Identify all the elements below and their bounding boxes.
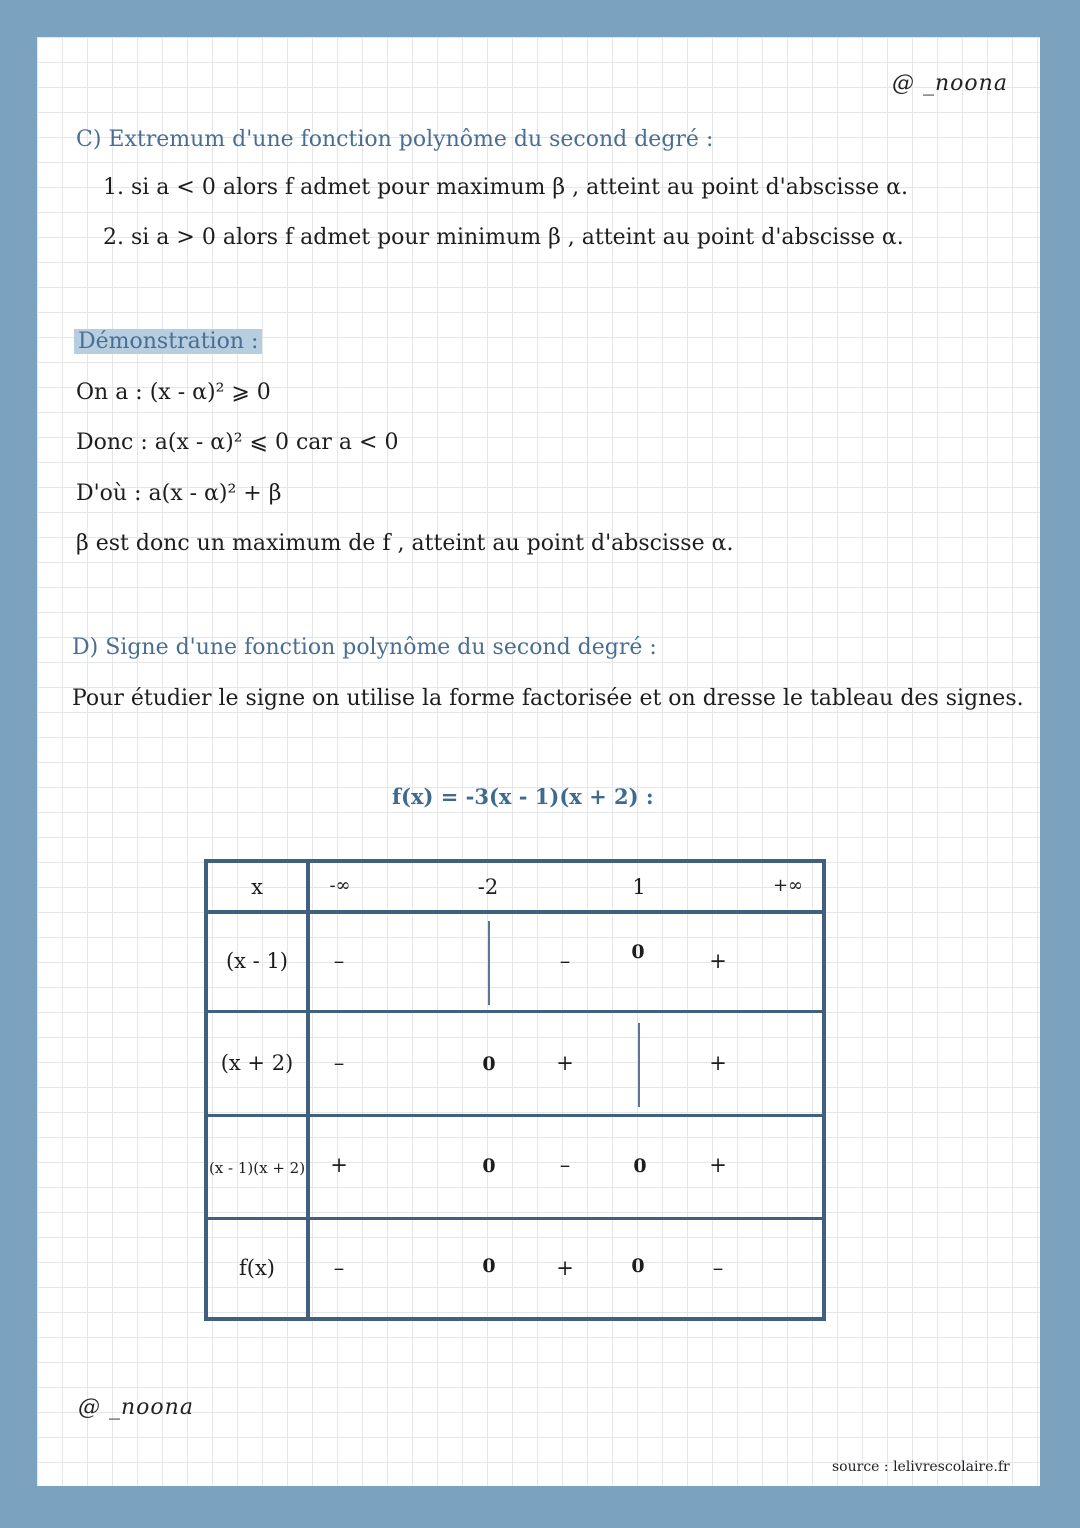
- section-c-item-2: 2. si a > 0 alors f admet pour minimum β , atteint au point d'abscisse α.: [103, 225, 904, 250]
- sign-separator: [638, 1023, 640, 1107]
- sign-cell: –: [333, 1051, 345, 1075]
- header-root-minus-2: -2: [477, 875, 499, 899]
- demonstration-label: Démonstration :: [74, 329, 262, 354]
- header-root-1: 1: [632, 875, 646, 899]
- zero-cell: 0: [482, 1155, 496, 1177]
- demo-line-4: β est donc un maximum de f , atteint au point d'abscisse α.: [76, 531, 734, 556]
- sign-cell: +: [709, 949, 727, 973]
- demo-line-1: On a : (x - α)² ⩾ 0: [76, 380, 271, 405]
- sign-cell: +: [709, 1051, 727, 1075]
- zero-cell: 0: [633, 1155, 647, 1177]
- table-row-divider: [208, 1217, 822, 1220]
- table-row-divider: [208, 1114, 822, 1117]
- source-credit: source : lelivrescolaire.fr: [832, 1459, 1010, 1475]
- notebook-page: [37, 37, 1040, 1486]
- row-label-x-minus-1: (x - 1): [225, 949, 289, 973]
- zero-cell: 0: [631, 941, 645, 963]
- sign-cell: +: [556, 1256, 574, 1280]
- row-label-x-plus-2: (x + 2): [220, 1051, 294, 1075]
- sign-separator: [488, 921, 490, 1005]
- watermark-top: @ _noona: [892, 71, 1008, 96]
- sign-cell: –: [559, 949, 571, 973]
- table-row-divider: [208, 1010, 822, 1013]
- sign-cell: +: [556, 1051, 574, 1075]
- row-label-product: (x - 1)(x + 2): [208, 1159, 306, 1177]
- demo-line-2: Donc : a(x - α)² ⩽ 0 car a < 0: [76, 430, 399, 455]
- header-plus-infinity: +∞: [772, 875, 804, 896]
- row-label-f-of-x: f(x): [238, 1256, 275, 1280]
- table-row-divider: [208, 910, 822, 914]
- sign-table: [204, 859, 826, 1321]
- header-x: x: [251, 875, 263, 899]
- sign-cell: +: [709, 1153, 727, 1177]
- section-c-title: C) Extremum d'une fonction polynôme du second degré :: [76, 127, 714, 152]
- zero-cell: 0: [482, 1255, 496, 1277]
- header-minus-infinity: -∞: [329, 875, 351, 896]
- zero-cell: 0: [482, 1053, 496, 1075]
- section-c-item-1: 1. si a < 0 alors f admet pour maximum β , atteint au point d'abscisse α.: [103, 175, 909, 200]
- sign-cell: –: [559, 1153, 571, 1177]
- sign-cell: –: [333, 1256, 345, 1280]
- watermark-bottom: @ _noona: [78, 1395, 194, 1420]
- table-col-divider: [306, 863, 310, 1317]
- sign-cell: +: [330, 1153, 348, 1177]
- demo-line-3: D'où : a(x - α)² + β: [76, 481, 282, 506]
- sign-cell: –: [712, 1256, 724, 1280]
- formula: f(x) = -3(x - 1)(x + 2) :: [392, 784, 654, 809]
- section-d-title: D) Signe d'une fonction polynôme du second degré :: [72, 635, 657, 660]
- section-d-text: Pour étudier le signe on utilise la forme factorisée et on dresse le tableau des signes.: [72, 686, 1024, 711]
- zero-cell: 0: [631, 1255, 645, 1277]
- sign-cell: –: [333, 949, 345, 973]
